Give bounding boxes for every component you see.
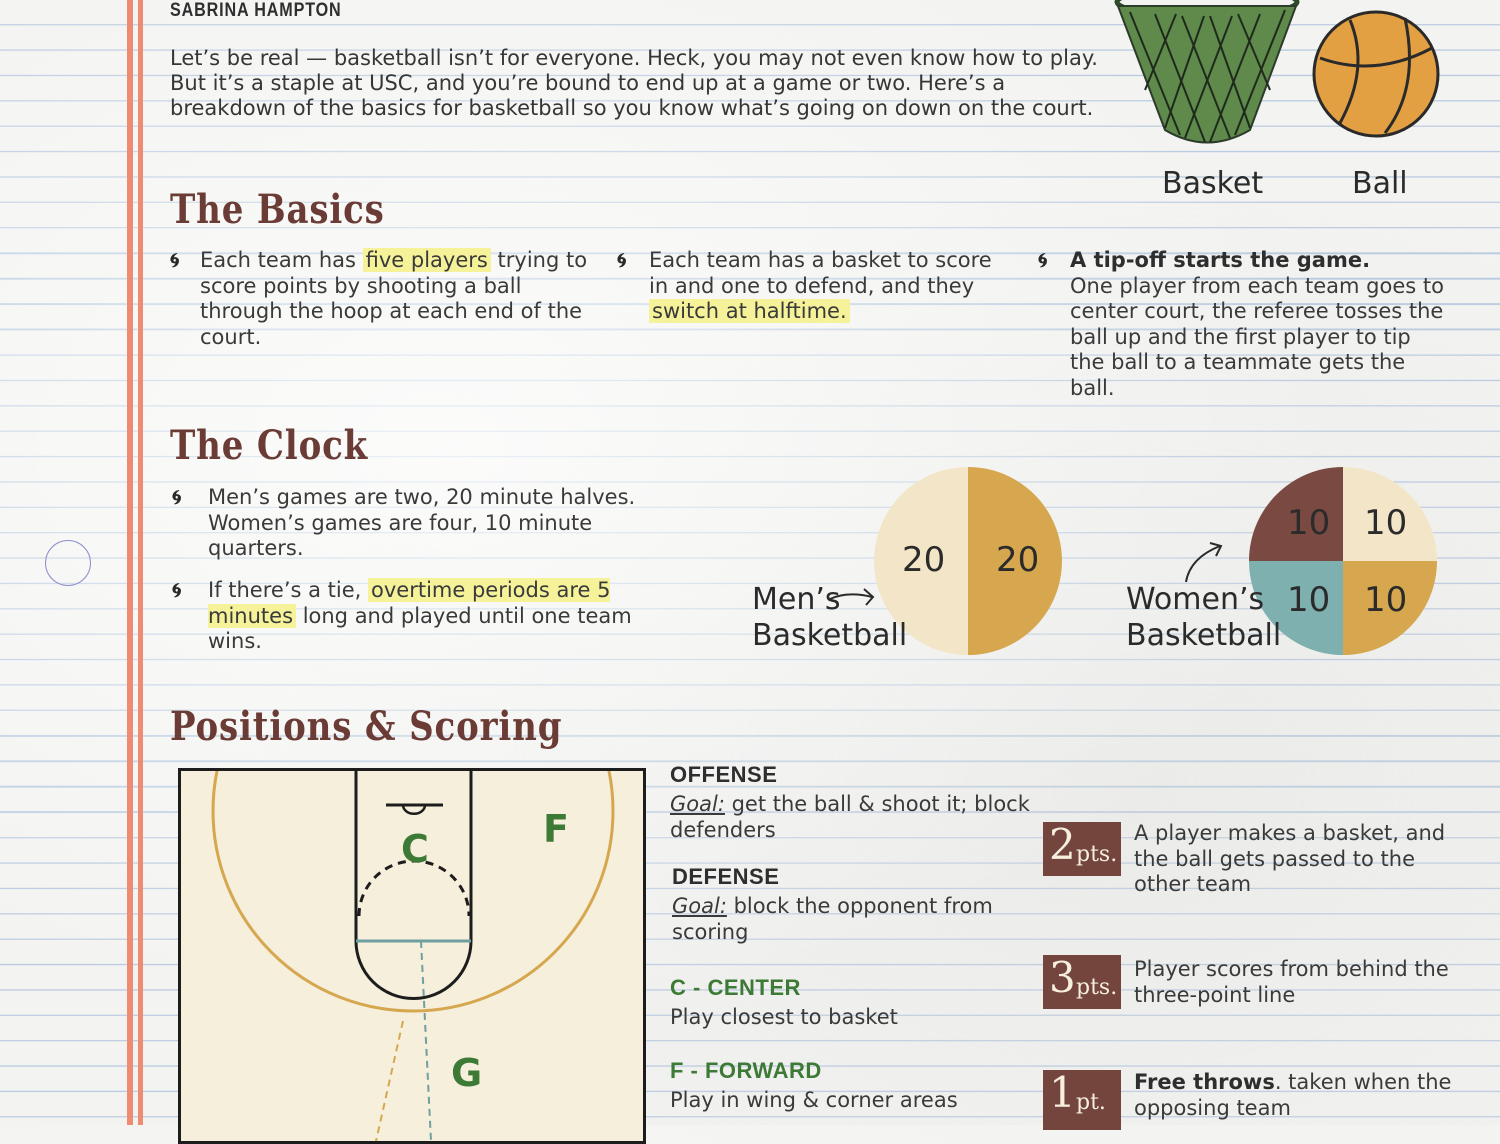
- defense-goal: Goal: block the opponent from scoring: [672, 894, 993, 944]
- two-points-desc: A player makes a basket, and the ball gets passed to the other team: [1134, 821, 1446, 896]
- court-forward-label: F: [543, 807, 569, 851]
- swirl-bullet-icon: 🌀︎: [172, 485, 182, 509]
- defense-block: [672, 864, 1002, 945]
- swirl-bullet-icon: 🌀︎: [1038, 248, 1048, 272]
- arrow-icon: [1180, 540, 1230, 586]
- mens-label: Men’s Basketball: [752, 582, 908, 653]
- intro-paragraph: Let’s be real — basketball isn’t for everyone. Heck, you may not even know how to play. But it’s a staple at USC, and you’re bound to end up at a game or two. Here’s a breakdown of the basics for basketball so you know what’s going on down on the court.: [170, 46, 1098, 120]
- notebook-margin-line-2: [138, 0, 143, 1125]
- womens-quarter-1-value: 10: [1287, 503, 1331, 543]
- womens-quarter-2-value: 10: [1364, 503, 1408, 543]
- highlight-overtime: overtime periods are 5 minutes: [208, 578, 611, 628]
- clock-item-1: Men’s games are two, 20 minute halves. Women’s games are four, 10 minute quarters.: [208, 485, 636, 560]
- forward-desc: Play in wing & corner areas: [670, 1088, 958, 1112]
- offense-goal: Goal: get the ball & shoot it; block defenders: [670, 792, 1030, 842]
- clock-heading: The Clock: [170, 422, 369, 469]
- notebook-margin-line: [127, 0, 133, 1125]
- court-center-label: C: [401, 827, 429, 871]
- basket-illustration: [1110, 0, 1305, 160]
- highlight-five-players: five players: [363, 248, 491, 272]
- arrow-icon: [828, 585, 878, 609]
- highlight-halftime: switch at halftime.: [649, 299, 850, 323]
- one-point-badge: 1 pt.: [1043, 1070, 1121, 1130]
- basics-item-3: A tip-off starts the game. One player from each team goes to center court, the referee tosses the ball up and the first player to tip the ball to a teammate gets the ball.: [1070, 248, 1444, 400]
- swirl-bullet-icon: 🌀︎: [172, 578, 182, 602]
- center-block: [670, 975, 1030, 1031]
- womens-label: Women’s Basketball: [1126, 582, 1282, 653]
- center-desc: Play closest to basket: [670, 1005, 898, 1029]
- basics-heading: The Basics: [170, 186, 385, 233]
- positions-heading: Positions & Scoring: [170, 703, 563, 750]
- binder-hole: [45, 540, 91, 586]
- offense-block: [670, 762, 1030, 843]
- basket-label: Basket: [1162, 166, 1264, 201]
- court-guard-label: G: [451, 1051, 483, 1095]
- three-points-desc: Player scores from behind the three-point line: [1134, 957, 1449, 1007]
- ball-illustration: [1310, 8, 1442, 140]
- basics-item-1: Each team has five players trying to score points by shooting a ball through the hoop at each end of the court.: [200, 248, 588, 349]
- offense-title: OFFENSE: [670, 762, 778, 787]
- defense-title: DEFENSE: [672, 864, 780, 889]
- court-diagram: [178, 768, 646, 1144]
- womens-quarter-3-value: 10: [1287, 580, 1331, 620]
- one-point-desc: Free throws. taken when the opposing team: [1134, 1070, 1452, 1120]
- clock-item-2: If there’s a tie, overtime periods are 5 minutes long and played until one team wins.: [208, 578, 632, 653]
- basics-item-2: Each team has a basket to score in and one to defend, and they switch at halftime.: [649, 248, 992, 323]
- forward-block: [670, 1058, 1030, 1114]
- mens-half-2-value: 20: [996, 540, 1040, 580]
- forward-title: F - FORWARD: [670, 1058, 822, 1083]
- three-points-badge: 3 pts.: [1043, 955, 1121, 1009]
- two-points-badge: 2 pts.: [1043, 822, 1121, 876]
- center-title: C - CENTER: [670, 975, 801, 1000]
- mens-half-1-value: 20: [902, 540, 946, 580]
- womens-quarter-4-value: 10: [1364, 580, 1408, 620]
- byline: SABRINA HAMPTON: [170, 0, 342, 21]
- swirl-bullet-icon: 🌀︎: [170, 248, 180, 272]
- ball-label: Ball: [1352, 166, 1408, 201]
- swirl-bullet-icon: 🌀︎: [617, 248, 627, 272]
